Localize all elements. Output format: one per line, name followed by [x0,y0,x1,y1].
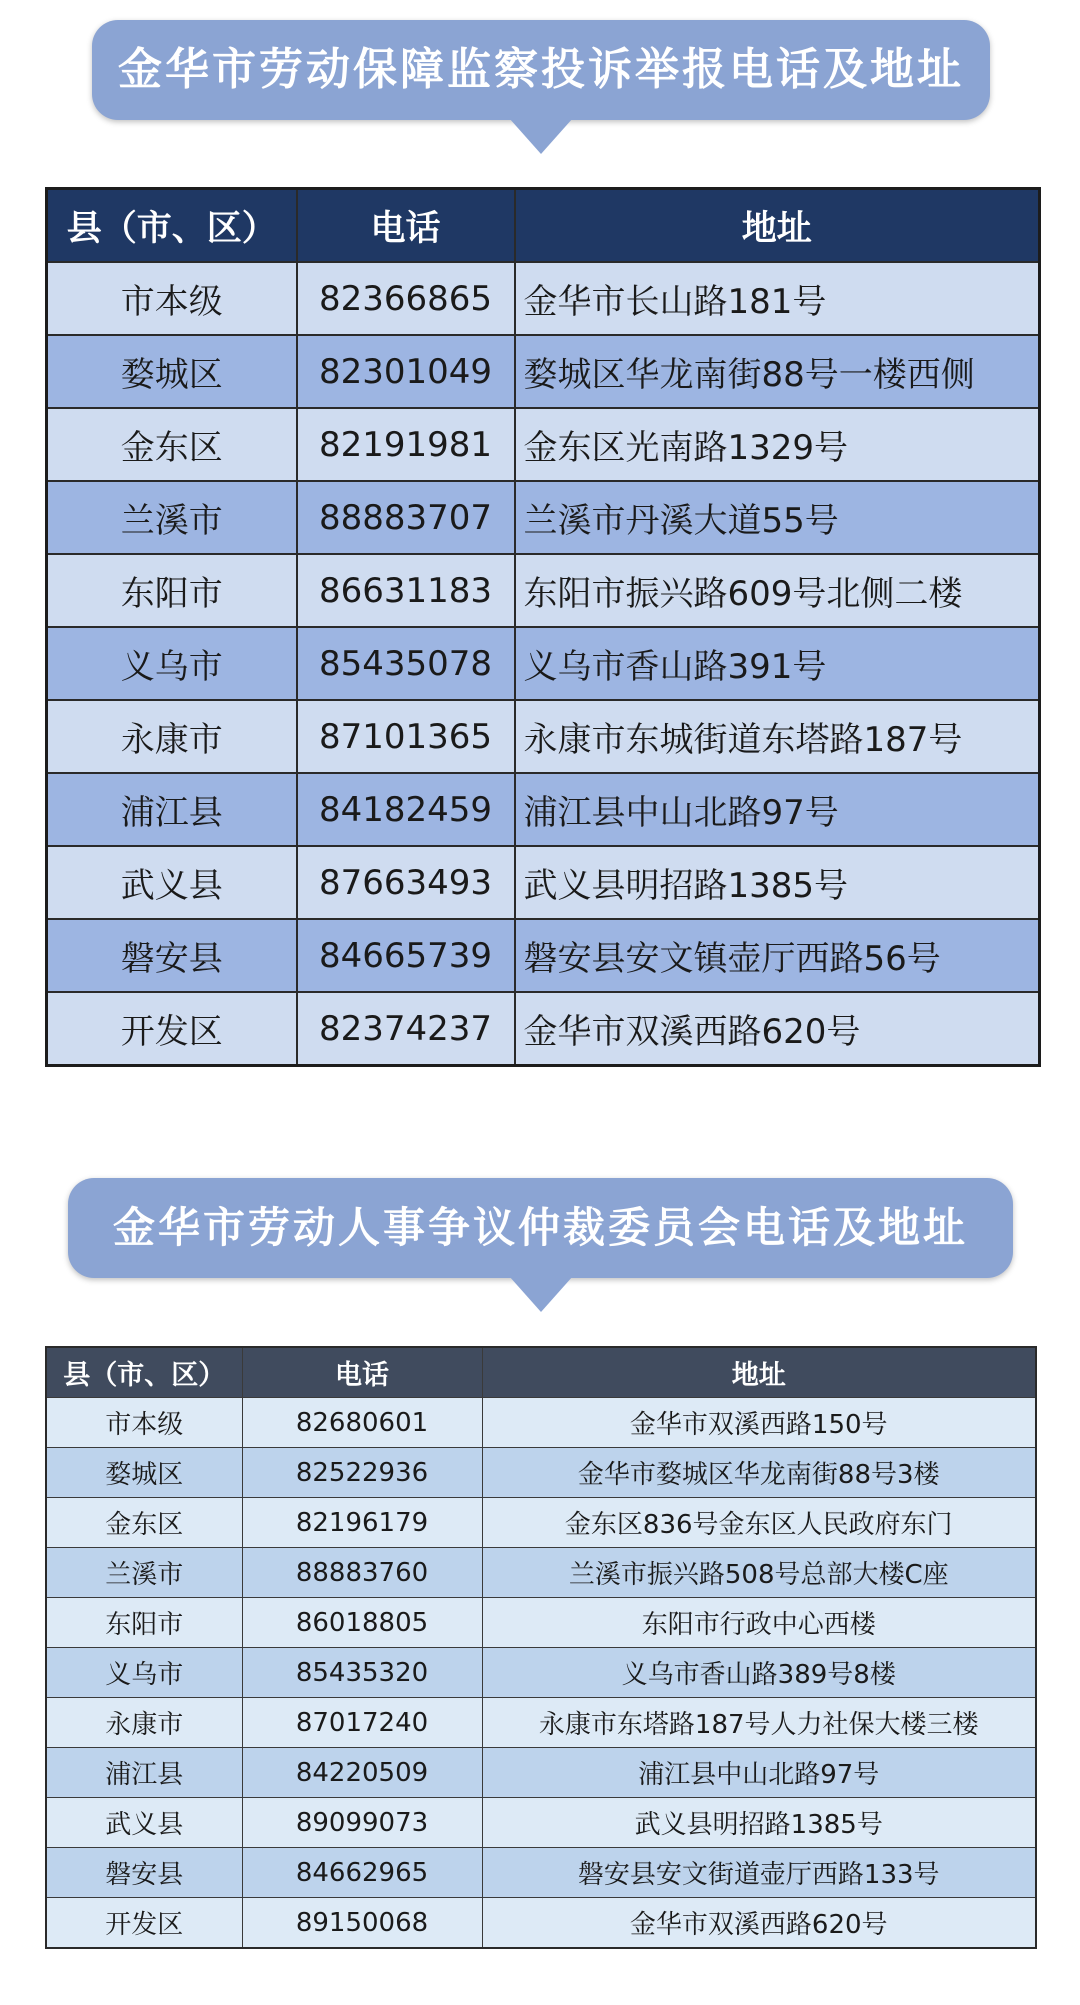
table-header-row [47,189,1040,263]
phone-cell: 86631183 [297,554,515,627]
district-cell: 磐安县 [47,919,297,992]
phone-cell: 87101365 [297,700,515,773]
address-cell: 婺城区华龙南街88号一楼西侧 [515,335,1040,408]
header-district: 县（市、区） [47,189,297,263]
district-cell: 开发区 [47,992,297,1066]
table-row [47,846,1040,919]
district-cell: 东阳市 [47,554,297,627]
address-cell: 金东区光南路1329号 [515,408,1040,481]
address-cell: 金华市双溪西路620号 [515,992,1040,1066]
phone-cell: 82196179 [242,1498,482,1548]
district-cell: 市本级 [47,262,297,335]
phone-cell: 82680601 [242,1398,482,1448]
phone-cell: 84220509 [242,1748,482,1798]
arbitration-title: 金华市劳动人事争议仲裁委员会电话及地址 [112,1203,968,1252]
district-cell: 永康市 [46,1698,242,1748]
address-cell: 金华市婺城区华龙南街88号3楼 [482,1448,1036,1498]
table-row [47,992,1040,1066]
district-cell: 金东区 [46,1498,242,1548]
address-cell: 金华市双溪西路620号 [482,1898,1036,1949]
phone-cell: 87663493 [297,846,515,919]
district-cell: 浦江县 [47,773,297,846]
address-cell: 永康市东城街道东塔路187号 [515,700,1040,773]
table-row [47,262,1040,335]
phone-cell: 85435320 [242,1648,482,1698]
address-cell: 东阳市行政中心西楼 [482,1598,1036,1648]
district-cell: 金东区 [47,408,297,481]
phone-cell: 86018805 [242,1598,482,1648]
table-row [47,919,1040,992]
table-row [47,408,1040,481]
district-cell: 市本级 [46,1398,242,1448]
arbitration-banner [68,1178,1013,1278]
address-cell: 义乌市香山路389号8楼 [482,1648,1036,1698]
address-cell: 金华市长山路181号 [515,262,1040,335]
table-row [46,1898,1036,1949]
table-row [47,627,1040,700]
phone-cell: 87017240 [242,1698,482,1748]
table-row [46,1448,1036,1498]
table-row [47,481,1040,554]
address-cell: 武义县明招路1385号 [482,1798,1036,1848]
header-phone: 电话 [242,1347,482,1398]
phone-cell: 82301049 [297,335,515,408]
phone-cell: 82366865 [297,262,515,335]
phone-cell: 89099073 [242,1798,482,1848]
address-cell: 义乌市香山路391号 [515,627,1040,700]
address-cell: 金东区836号金东区人民政府东门 [482,1498,1036,1548]
watermark: 腔友 [945,1957,1025,2003]
phone-cell: 82191981 [297,408,515,481]
district-cell: 武义县 [47,846,297,919]
table-row [47,700,1040,773]
table-row [46,1548,1036,1598]
district-cell: 永康市 [47,700,297,773]
address-cell: 磐安县安文街道壶厅西路133号 [482,1848,1036,1898]
table-row [46,1598,1036,1648]
address-cell: 兰溪市丹溪大道55号 [515,481,1040,554]
header-address: 地址 [482,1347,1036,1398]
district-cell: 婺城区 [47,335,297,408]
phone-cell: 84665739 [297,919,515,992]
table-row [46,1848,1036,1898]
labor-inspection-table [45,187,1041,1067]
phone-cell: 88883707 [297,481,515,554]
district-cell: 兰溪市 [46,1548,242,1598]
banner-pointer-icon [509,118,573,154]
table-row [46,1798,1036,1848]
district-cell: 开发区 [46,1898,242,1949]
phone-cell: 84182459 [297,773,515,846]
phone-cell: 82522936 [242,1448,482,1498]
table-row [46,1498,1036,1548]
phone-cell: 82374237 [297,992,515,1066]
address-cell: 浦江县中山北路97号 [482,1748,1036,1798]
phone-cell: 84662965 [242,1848,482,1898]
address-cell: 永康市东塔路187号人力社保大楼三楼 [482,1698,1036,1748]
phone-cell: 88883760 [242,1548,482,1598]
header-address: 地址 [515,189,1040,263]
banner-pointer-icon [509,1276,573,1312]
labor-inspection-title: 金华市劳动保障监察投诉举报电话及地址 [118,44,964,95]
labor-inspection-banner [92,20,990,120]
table-row [46,1648,1036,1698]
table-row [46,1698,1036,1748]
header-district: 县（市、区） [46,1347,242,1398]
address-cell: 东阳市振兴路609号北侧二楼 [515,554,1040,627]
table-row [47,335,1040,408]
district-cell: 义乌市 [47,627,297,700]
district-cell: 兰溪市 [47,481,297,554]
phone-cell: 85435078 [297,627,515,700]
address-cell: 武义县明招路1385号 [515,846,1040,919]
address-cell: 浦江县中山北路97号 [515,773,1040,846]
district-cell: 武义县 [46,1798,242,1848]
table-row [47,773,1040,846]
phone-cell: 89150068 [242,1898,482,1949]
address-cell: 兰溪市振兴路508号总部大楼C座 [482,1548,1036,1598]
table-row [47,554,1040,627]
district-cell: 义乌市 [46,1648,242,1698]
header-phone: 电话 [297,189,515,263]
district-cell: 东阳市 [46,1598,242,1648]
district-cell: 磐安县 [46,1848,242,1898]
table-header-row [46,1347,1036,1398]
arbitration-table [45,1346,1037,1949]
address-cell: 金华市双溪西路150号 [482,1398,1036,1448]
table-row [46,1748,1036,1798]
district-cell: 浦江县 [46,1748,242,1798]
table-row [46,1398,1036,1448]
address-cell: 磐安县安文镇壶厅西路56号 [515,919,1040,992]
district-cell: 婺城区 [46,1448,242,1498]
